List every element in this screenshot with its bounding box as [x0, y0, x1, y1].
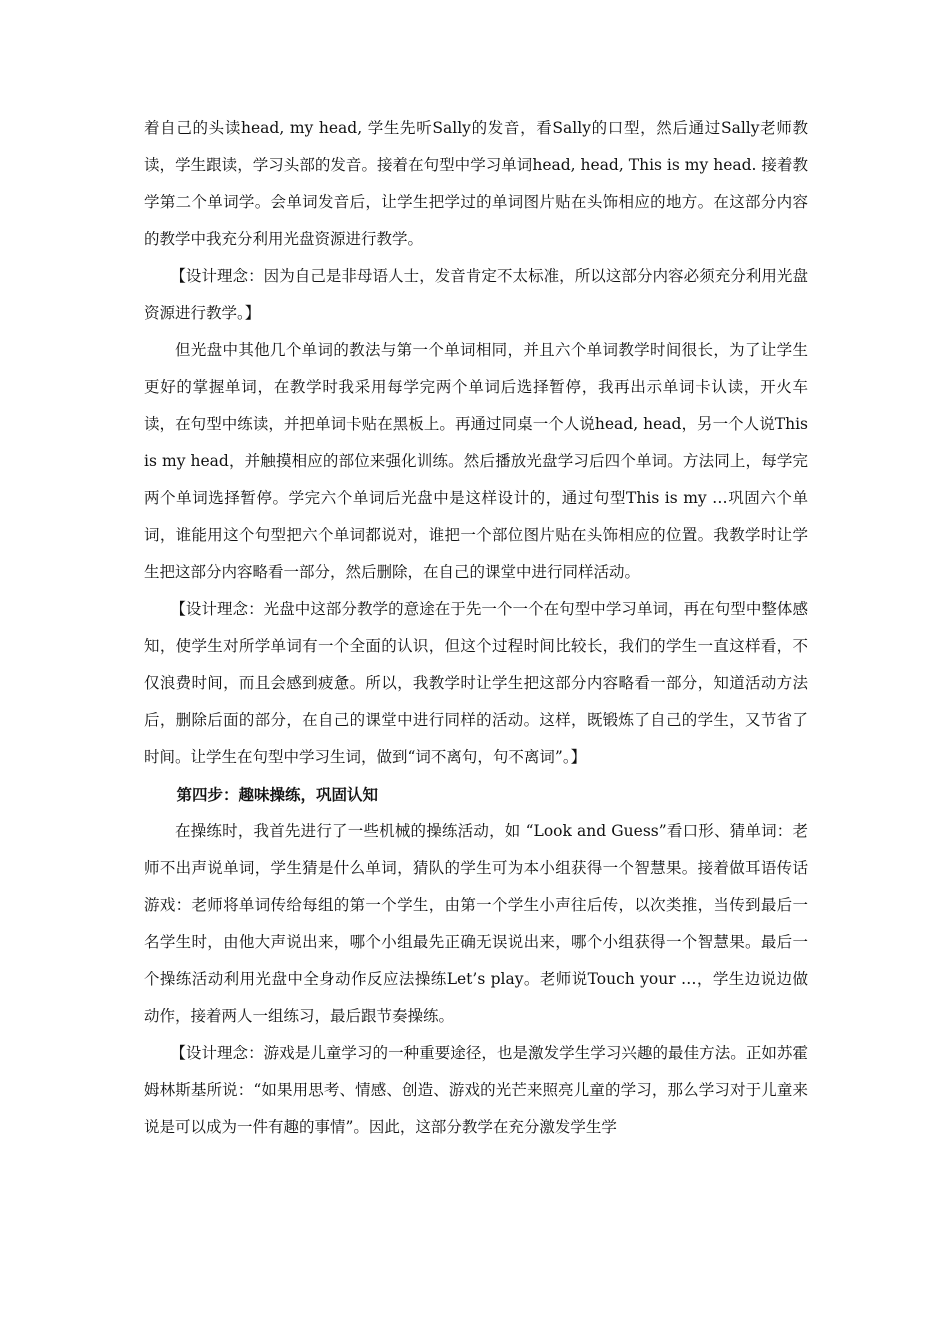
paragraph-head-pronunciation: 着自己的头读head, my head, 学生先听Sally的发音，看Sally的口型，然后通过Sally老师教读，学生跟读，学习头部的发音。接着在句型中学习单词head, head, This is my head. 接着教学第二个单词学。会单词发音后，让学生把学过的单词图片贴在头饰相应的地方。在这部分内容的教学中我充分利用光盘资源进行教学。	[144, 119, 808, 248]
section-heading-step-four: 第四步：趣味操练，巩固认知	[176, 785, 379, 804]
design-concept-note: 【设计理念：光盘中这部分教学的意途在于先一个一个在句型中学习单词，再在句型中整体感知，使学生对所学单词有一个全面的认识，但这个过程时间比较长，我们的学生一直这样看，不仅浪费时间，而且会感到疲惫。所以，我教学时让学生把这部分内容略看一部分，知道活动方法后，删除后面的部分，在自己的课堂中进行同样的活动。这样，既锻炼了自己的学生，又节省了时间。让学生在句型中学习生词，做到“词不离句，句不离词”。】	[144, 600, 808, 766]
design-concept-note: 【设计理念：因为自己是非母语人士，发音肯定不太标准，所以这部分内容必须充分利用光盘资源进行教学。】	[144, 267, 808, 322]
paragraph-practice-activities: 在操练时，我首先进行了一些机械的操练活动，如 “Look and Guess”看口形、猜单词：老师不出声说单词，学生猜是什么单词，猜队的学生可为本小组获得一个智慧果。接着做耳语传话游戏：老师将单词传给每组的第一个学生，由第一个学生小声往后传，以次类推，当传到最后一名学生时，由他大声说出来，哪个小组最先正确无误说出来，哪个小组获得一个智慧果。最后一个操练活动利用光盘中全身动作反应法操练Let’s play。老师说Touch your …，学生边说边做动作，接着两人一组练习，最后跟节奏操练。	[144, 822, 808, 1025]
paragraph-word-teaching: 但光盘中其他几个单词的教法与第一个单词相同，并且六个单词教学时间很长，为了让学生更好的掌握单词，在教学时我采用每学完两个单词后选择暂停，我再出示单词卡认读，开火车读，在句型中练读，并把单词卡贴在黑板上。再通过同桌一个人说head, head，另一个人说This is my head，并触摸相应的部位来强化训练。然后播放光盘学习后四个单词。方法同上，每学完两个单词选择暂停。学完六个单词后光盘中是这样设计的，通过句型This is my …巩固六个单词，谁能用这个句型把六个单词都说对，谁把一个部位图片贴在头饰相应的位置。我教学时让学生把这部分内容略看一部分，然后删除，在自己的课堂中进行同样活动。	[144, 341, 808, 581]
design-concept-note: 【设计理念：游戏是儿童学习的一种重要途径，也是激发学生学习兴趣的最佳方法。正如苏霍姆林斯基所说：“如果用思考、情感、创造、游戏的光芒来照亮儿童的学习，那么学习对于儿童来说是可以成为一件有趣的事情”。因此，这部分教学在充分激发学生学	[144, 1044, 808, 1136]
document-body	[144, 110, 808, 1146]
